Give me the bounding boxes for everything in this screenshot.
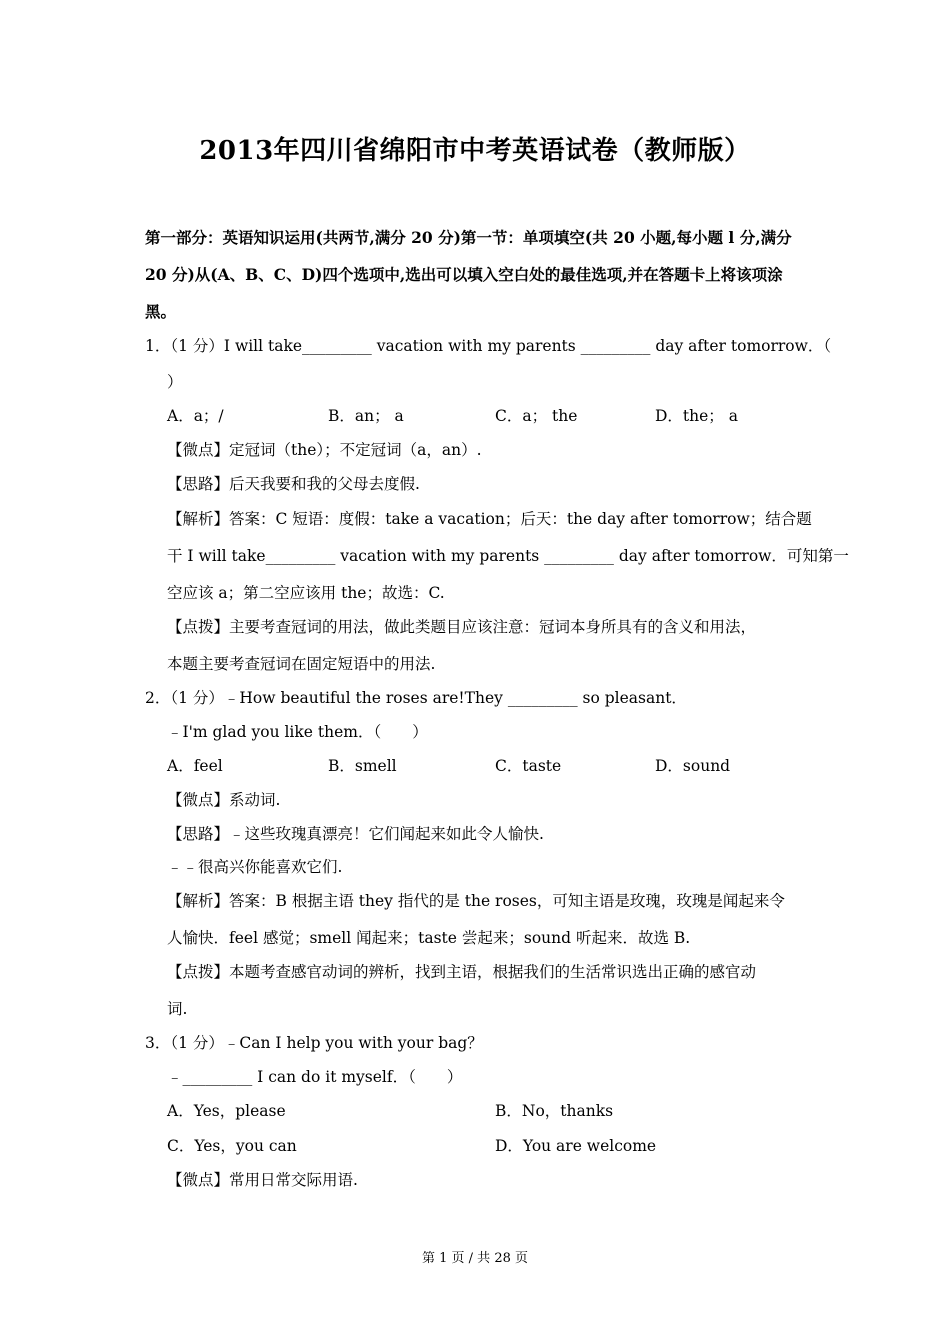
q2-tip-line-1: 【点拨】本题考查感官动词的辨析，找到主语，根据我们的生活常识选出正确的感官动 — [167, 963, 757, 981]
q3-stem-line-1: 3．（1 分）﹣Can I help you with your bag？ — [145, 1034, 483, 1052]
q2-idea-line-2: ﹣﹣很高兴你能喜欢它们. — [167, 858, 343, 876]
q3-stem-line-2: ﹣_________ I can do it myself．（ ） — [167, 1068, 463, 1086]
q1-tip-line-2: 本题主要考查冠词在固定短语中的用法. — [167, 655, 436, 673]
q2-option-c: C．taste — [495, 757, 562, 775]
q2-stem-line-1: 2．（1 分）﹣How beautiful the roses are!They _________ so pleasant． — [145, 689, 687, 707]
q3-option-b: B．No，thanks — [495, 1102, 614, 1120]
q2-tip-line-2: 词. — [167, 1000, 188, 1018]
q2-stem-line-2: ﹣I'm glad you like them．（ ） — [167, 723, 428, 741]
q1-option-b: B．an； a — [328, 407, 404, 425]
q1-analysis-line-2: 干 I will take_________ vacation with my parents _________ day after tomorrow．可知第一 — [167, 547, 849, 565]
q3-option-c: C．Yes，you can — [167, 1137, 297, 1155]
q2-option-a: A．feel — [167, 757, 223, 775]
q1-analysis-line-1: 【解析】答案：C 短语：度假：take a vacation；后天：the day after tomorrow；结合题 — [167, 510, 812, 528]
intro-line-3: 黑。 — [145, 302, 177, 321]
q1-analysis-line-3: 空应该 a；第二空应该用 the；故选：C. — [167, 584, 445, 602]
intro-line-1: 第一部分：英语知识运用(共两节,满分 20 分)第一节：单项填空(共 20 小题,每小题 l 分,满分 — [145, 228, 792, 247]
page-footer: 第 1 页 / 共 28 页 — [422, 1251, 528, 1266]
q1-tip-line-1: 【点拨】主要考查冠词的用法，做此类题目应该注意：冠词本身所具有的含义和用法， — [167, 618, 757, 636]
q2-analysis-line-1: 【解析】答案：B 根据主语 they 指代的是 the roses，可知主语是玫瑰，玫瑰是闻起来令 — [167, 892, 785, 910]
q2-option-b: B．smell — [328, 757, 397, 775]
q1-option-c: C．a； the — [495, 407, 578, 425]
q1-stem-line-1: 1．（1 分）I will take_________ vacation with my parents _________ day after tomorrow．（ — [145, 337, 832, 355]
q1-stem-line-2: ） — [167, 373, 183, 391]
q2-idea-line-1: 【思路】﹣这些玫瑰真漂亮！它们闻起来如此令人愉快. — [167, 825, 544, 843]
q1-point: 【微点】定冠词（the）；不定冠词（a，an）. — [167, 441, 482, 459]
q1-option-a: A．a；/ — [167, 407, 224, 425]
q3-point: 【微点】常用日常交际用语. — [167, 1171, 358, 1189]
page-title: 2013年四川省绵阳市中考英语试卷（教师版） — [199, 136, 751, 166]
q1-option-d: D．the； a — [655, 407, 738, 425]
q1-idea: 【思路】后天我要和我的父母去度假. — [167, 475, 420, 493]
intro-line-2: 20 分)从(A、B、C、D)四个选项中,选出可以填入空白处的最佳选项,并在答题卡上将该项涂 — [145, 265, 783, 284]
q3-option-a: A．Yes，please — [167, 1102, 286, 1120]
q3-option-d: D．You are welcome — [495, 1137, 657, 1155]
q2-point: 【微点】系动词. — [167, 791, 281, 809]
q2-option-d: D．sound — [655, 757, 731, 775]
q2-analysis-line-2: 人愉快．feel 感觉；smell 闻起来；taste 尝起来；sound 听起来．故选 B. — [167, 929, 691, 947]
